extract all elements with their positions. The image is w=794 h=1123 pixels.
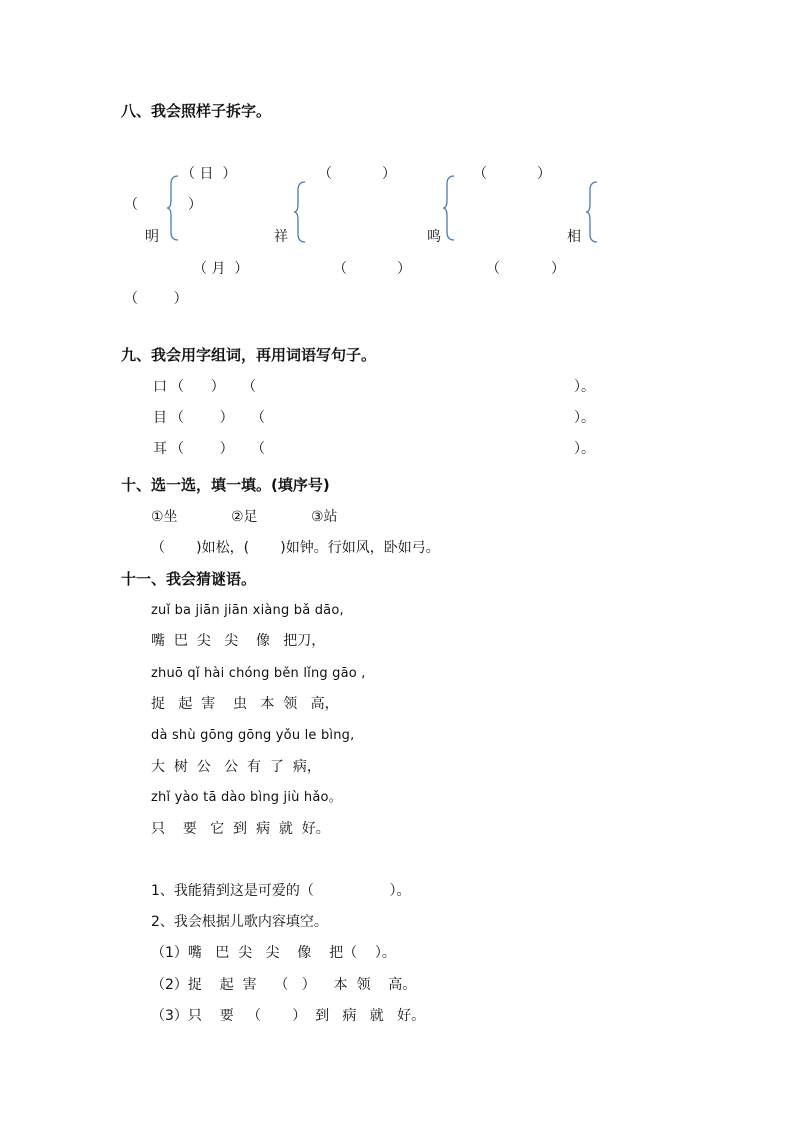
brace-1-icon (166, 174, 182, 242)
row-kou-word-blank[interactable]: （ ） (170, 379, 225, 395)
riddle-line-4: 只 要 它 到 病 就 好。 (151, 821, 330, 837)
left-open-paren: （ (124, 197, 138, 213)
blank-3-top-open: （ (473, 166, 487, 182)
blank-2-top-open: （ (318, 166, 332, 182)
riddle-line-3: 大 树 公 公 有 了 病， (151, 759, 321, 775)
row-kou-sentence-open: （ (242, 379, 256, 395)
blank-2-bottom-close: ） (397, 261, 411, 277)
blank-3-bottom-close: ） (551, 261, 565, 277)
example-top-paren: （ 日 ） (181, 166, 237, 182)
riddle-pinyin-1: zuǐ ba jiān jiān xiàng bǎ dāo, (151, 603, 344, 618)
example-bottom-paren: （ 月 ） (193, 261, 249, 277)
char-ming: 明 (145, 229, 159, 245)
char-xiang-mutual: 相 (567, 229, 581, 245)
left-close-paren: ） (188, 197, 202, 213)
riddle-line-2: 捉 起 害 虫 本 领 高， (151, 696, 339, 712)
left-bottom-paren: （ ） (124, 291, 188, 307)
blank-2-bottom-open: （ (333, 261, 347, 277)
blank-3-bottom-open: （ (486, 261, 500, 277)
section-9-title: 九、我会用字组词，再用词语写句子。 (121, 346, 377, 364)
char-ming-bird: 鸣 (427, 229, 441, 245)
row-kou-char: 口 (153, 379, 167, 395)
row-mu-char: 目 (153, 410, 167, 426)
fill-1: （1）嘴 巴 尖 尖 像 把（ ）。 (151, 945, 396, 961)
fill-2: （2）捉 起 害 （ ） 本 领 高。 (151, 977, 417, 993)
fill-3: （3）只 要 （ ） 到 病 就 好。 (151, 1008, 426, 1024)
brace-4-icon (585, 180, 601, 244)
option-2: ②足 (231, 509, 258, 525)
brace-2-icon (293, 180, 309, 244)
row-mu-sentence-open: （ (251, 410, 265, 426)
question-1: 1、我能猜到这是可爱的（ ）。 (151, 883, 411, 899)
row-er-sentence-open: （ (251, 441, 265, 457)
blank-3-top-close: ） (537, 166, 551, 182)
row-mu-sentence-end: ）。 (574, 410, 595, 426)
section-8-title: 八、我会照样子拆字。 (121, 102, 272, 120)
blank-2-top-close: ） (382, 166, 396, 182)
idiom-sentence: （ )如松，( )如钟。行如风，卧如弓。 (151, 540, 440, 556)
riddle-pinyin-2: zhuō qǐ hài chóng běn lǐng gāo , (151, 666, 366, 681)
row-mu-word-blank[interactable]: （ ） (170, 410, 234, 426)
row-er-sentence-end: ）。 (574, 441, 595, 457)
section-10-title: 十、选一选，填一填。(填序号) (121, 476, 330, 494)
option-3: ③站 (311, 509, 338, 525)
row-er-word-blank[interactable]: （ ） (170, 441, 234, 457)
row-kou-sentence-end: ）。 (574, 379, 595, 395)
char-xiang: 祥 (274, 229, 288, 245)
option-1: ①坐 (151, 509, 178, 525)
row-er-char: 耳 (153, 441, 167, 457)
section-11-title: 十一、我会猜谜语。 (121, 570, 257, 588)
riddle-pinyin-3: dà shù gōng gōng yǒu le bìng, (151, 728, 355, 743)
riddle-line-1: 嘴 巴 尖 尖 像 把刀， (151, 633, 326, 649)
brace-3-icon (442, 174, 458, 242)
question-2: 2、我会根据儿歌内容填空。 (151, 914, 328, 930)
riddle-pinyin-4: zhǐ yào tā dào bìng jiù hǎo。 (151, 790, 342, 805)
